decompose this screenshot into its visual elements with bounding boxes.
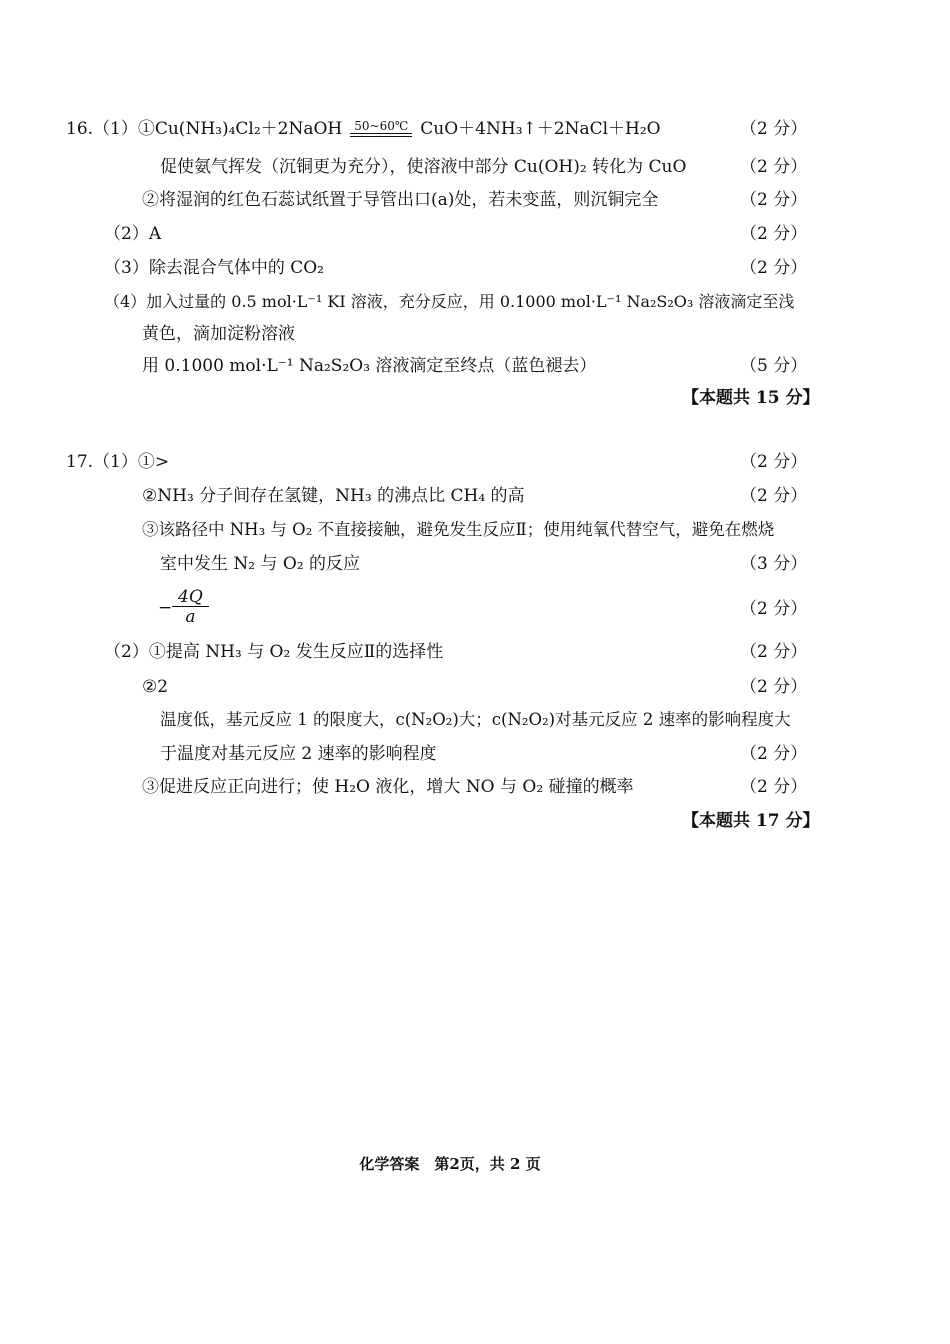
fraction (172, 588, 209, 627)
reaction-condition-text: 50~60℃ (350, 119, 412, 134)
score: （2 分） (740, 119, 808, 139)
page-footer: 化学答案 第2页，共 2 页 (359, 1155, 541, 1173)
q16-line-2: 促使氨气挥发（沉铜更为充分），使溶液中部分 Cu(OH)₂ 转化为 CuO (160, 157, 687, 177)
q17-total: 【本题共 17 分】 (682, 811, 820, 831)
q16-line-5: （3）除去混合气体中的 CO₂ (104, 258, 324, 278)
score: （2 分） (740, 190, 808, 210)
q16-equation-left: 16.（1）①Cu(NH₃)₄Cl₂＋2NaOH (66, 119, 343, 139)
fraction-sign: − (158, 598, 173, 618)
q17-line-4: 室中发生 N₂ 与 O₂ 的反应 (160, 554, 361, 574)
q16-line-6: （4）加入过量的 0.5 mol·L⁻¹ KI 溶液，充分反应，用 0.1000 mol·L⁻¹ Na₂S₂O₃ 溶液滴定至浅 (104, 292, 795, 311)
score: （2 分） (740, 677, 808, 697)
fraction-numerator: 4Q (172, 588, 209, 607)
q17-line-9: 于温度对基元反应 2 速率的影响程度 (160, 744, 437, 764)
score: （2 分） (740, 777, 808, 797)
reaction-condition (350, 119, 412, 137)
score: （5 分） (740, 356, 808, 376)
q16-total: 【本题共 15 分】 (682, 388, 820, 408)
score: （3 分） (740, 554, 808, 574)
q16-equation-right: CuO＋4NH₃↑＋2NaCl＋H₂O (420, 119, 661, 139)
q16-line-7: 黄色，滴加淀粉溶液 (142, 324, 295, 344)
q17-line-3: ③该路径中 NH₃ 与 O₂ 不直接接触，避免发生反应Ⅱ；使用纯氧代替空气，避免在燃烧 (142, 520, 775, 539)
score: （2 分） (740, 642, 808, 662)
score: （2 分） (740, 486, 808, 506)
score: （2 分） (740, 157, 808, 177)
q17-line-7: ②2 (142, 677, 169, 697)
q16-line-4: （2）A (104, 224, 162, 244)
q17-line-1: 17.（1）①> (66, 452, 170, 472)
fraction-denominator: a (185, 607, 196, 627)
score: （2 分） (740, 224, 808, 244)
q17-line-2: ②NH₃ 分子间存在氢键，NH₃ 的沸点比 CH₄ 的高 (142, 486, 525, 506)
score: （2 分） (740, 599, 808, 619)
q16-line-3: ②将湿润的红色石蕊试纸置于导管出口(a)处，若未变蓝，则沉铜完全 (142, 190, 659, 210)
score: （2 分） (740, 744, 808, 764)
score: （2 分） (740, 452, 808, 472)
score: （2 分） (740, 258, 808, 278)
q16-line-1 (66, 118, 661, 140)
q17-line-8: 温度低，基元反应 1 的限度大，c(N₂O₂)大；c(N₂O₂)对基元反应 2 速率的影响程度大 (160, 710, 791, 729)
q16-line-8: 用 0.1000 mol·L⁻¹ Na₂S₂O₃ 溶液滴定至终点（蓝色褪去） (142, 356, 597, 376)
q17-line-10: ③促进反应正向进行；使 H₂O 液化，增大 NO 与 O₂ 碰撞的概率 (142, 777, 634, 797)
q17-line-6: （2）①提高 NH₃ 与 O₂ 发生反应Ⅱ的选择性 (104, 642, 444, 662)
